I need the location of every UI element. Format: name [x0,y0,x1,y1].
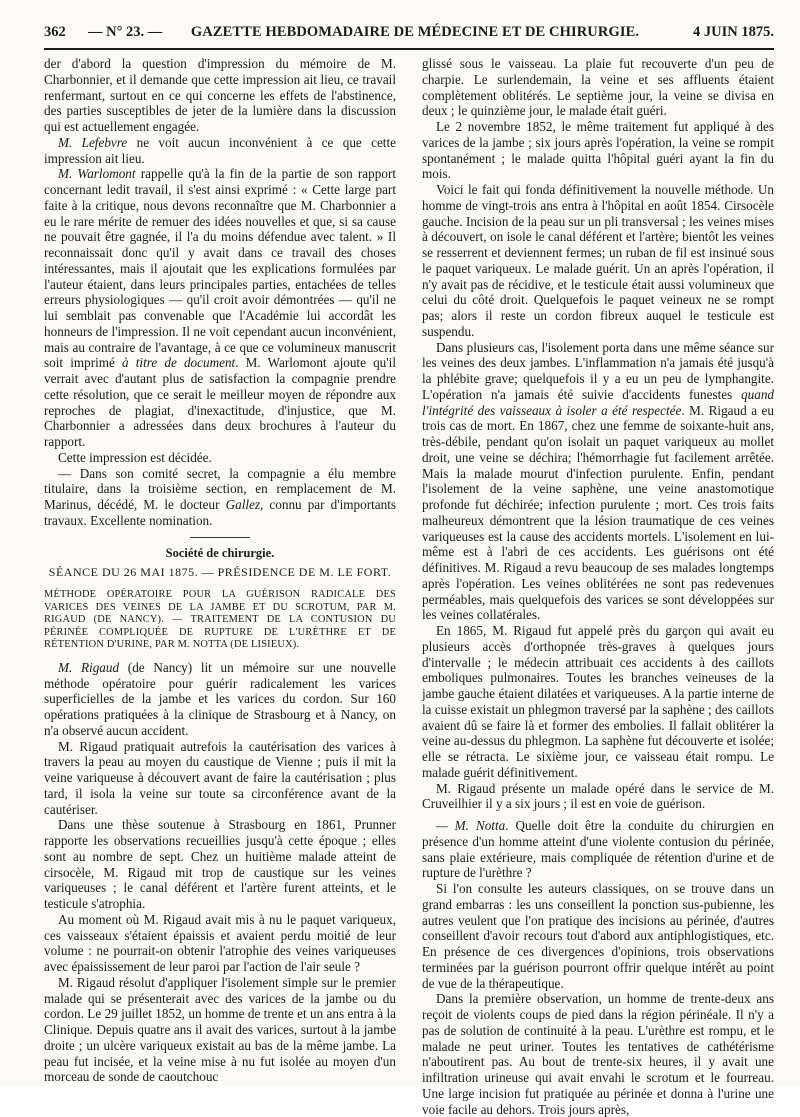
paragraph: Le 2 novembre 1852, le même traitement fut appliqué à des varices de la jambe ; six jours après l'opération, la veine se rompit spontanément ; le malade quitta l'hôpital guéri ayant la fin du mois. [422,119,774,182]
paragraph: Dans une thèse soutenue à Strasbourg en 1861, Prunner rapporte les observations recueillies jusqu'à cette époque ; elles sont au nombre de sept. Chez un huitième malade atteint de cirsocèle, M. Rigaud mit trop de caustique sur les veines variqueuses ; le canal déférent et l'artère furent atteints, et le testicule s'atrophia. [44,817,396,912]
paragraph-text: . M. Warlomont ajoute qu'il verrait avec d'autant plus de satisfaction la compagnie prendre cette résolution, que ce serait le meilleur moyen de répondre aux reproches de plagiat, d'inexactitude, d'injustice, que M. Charbonnier a adressées dans deux brochures à l'auteur du rapport. [44,355,396,449]
paragraph: der d'abord la question d'impression du mémoire de M. Charbonnier, et il demande que cette impression ait lieu, ce travail renfermant, surtout en ce qui concerne les effets de l'abstinence, des parties susceptibles de jeter de la lumière dans la discussion qui est actuellement engagée. [44,56,396,134]
emphasis: quand l'intégrité des vaisseaux à isoler a été respectée [422,386,774,418]
paragraph-text: Dans plusieurs cas, l'isolement porta dans une même séance sur les veines des deux jambes. L'inflammation n'a jamais été jusqu'à la phlébite grave; quelquefois il y a eu un peu de lymphangite. L'opération n'a jamais été suivie d'accidents funestes [422,339,774,402]
paragraph [422,340,774,624]
paragraph: Cette impression est décidée. [58,449,212,465]
session-heading: SÉANCE DU 26 MAI 1875. — PRÉSIDENCE DE M. LE FORT. [48,565,392,580]
journal-title: GAZETTE HEBDOMADAIRE DE MÉDECINE ET DE CHIRURGIE. [190,24,640,40]
header-rule [44,48,774,50]
right-column [422,56,774,1117]
paragraph-text: (de Nancy) lit un mémoire sur une nouvelle méthode opératoire pour guérir radicalement les varices superficielles de la jambe et les varices du cordon. Sur 160 opérations pratiquées à la clinique de Strasbourg et à Nancy, on n'a observé aucun accident. [44,659,396,738]
speaker-name: M. Warlomont [58,166,136,182]
paragraph-text: . M. Rigaud a eu trois cas de mort. En 1867, chez une femme de soixante-huit ans, très-débile, pendant qu'on isolait un paquet variqueux au mollet droit, une veine se déchira; l'hémorrhagie fut facilement arrêtée. Mais la malade mourut d'infection purulente. Enfin, pendant l'isolement de la veine saphène, une veine anastomotique profonde fut déchirée; infection purulente ; mort. Ces trois faits malheureux démontrent que la lésion traumatique de ces veines variqueuses est la cause des accidents mortels. L'isolement en lui-même est à l'abri de ces accidents. Les guérisons ont été définitives. M. Rigaud a revu beaucoup de ses malades longtemps après l'opération. Les veines oblitérées ne sont pas redevenues perméables, mais quelquefois des varices se sont développées sur les veines collatérales. [422,402,774,623]
person-name: Gallez [225,497,261,512]
paragraph [44,660,396,739]
running-header [44,24,774,48]
speaker-name: — M. Notta [436,818,506,833]
paragraph-text: . Quelle doit être la conduite du chirurgien en présence d'un homme atteint d'une violente contusion du périnée, sans plaie extérieure, mais compliquée de rétention d'urine et de rupture de l'urèthre ? [422,818,774,881]
paragraph: En 1865, M. Rigaud fut appelé près du garçon qui avait eu plusieurs accès d'orthopnée très-graves à quelques jours d'intervalle ; le médecin attribuait ces accidents à des caillots emboliques pulmonaires. Toutes les branches veineuses de la jambe gauche étaient dilatées et variqueuses. A la partie interne de la cuisse existait un phlegmon traversé par la saphène ; des caillots avaient dû se faire là et former des embolies. Il fallait oblitérer la veine au-dessus du phlegmon. La saphène fut découverte et isolée; elle se rétracta. Le sixième jour, ce vaisseau était rompu. Le malade guérit définitivement. [422,623,774,780]
paragraph [44,135,396,167]
paragraph: Si l'on consulte les auteurs classiques, on se trouve dans un grand embarras : les uns conseillent la ponction sus-pubienne, les autres veulent que l'on pratique des incisions au périnée, d'autres conseillent d'avoir recours tout d'abord aux antiphlogistiques, etc. En présence de ces divergences d'opinions, trois observations terminées par la guérison pourront offrir quelque intérêt au point de vue de la thérapeutique. [422,881,774,991]
paragraph-text: , connu par d'importants travaux. Excellente nomination. [44,497,396,528]
speaker-name: M. Rigaud [58,659,120,675]
paragraph: glissé sous le vaisseau. La plaie fut recouverte d'un peu de charpie. Le surlendemain, la veine et ses affluents étaient complètement oblitérés. Le septième jour, la veine se divisa en deux ; le quinzième jour, le malade était guéri. [422,56,774,119]
paragraph-text: rappelle qu'à la fin de la partie de son rapport concernant ledit travail, il s'est ainsi exprimé : « Cette large part faite à la critique, nous devons reconnaître que M. Charbonnier a eu le rare mérite de remuer des idées nouvelles et que, si sa cause ne pouvait être gagnée, il l'a du moins défendue avec talent. » Il reconnaissait donc qu'il y avait dans ce travail des choses intéressantes, mais il ajoutait que les explications formulées par l'auteur étaient, dans leurs principales parties, entachées de telles erreurs physiologiques — qu'il croit avoir démontrées — qu'il ne lui semblait pas convenable que l'Académie lui accordât les honneurs de l'impression. Il ne voit cependant aucun inconvénient, mais au contraire de l'avantage, à ce que ce volumineux manuscrit soit imprimé [44,166,396,371]
speaker-name: M. Lefebvre [58,134,128,150]
paragraph: Dans la première observation, un homme de trente-deux ans reçoit de violents coups de pied dans la région périnéale. Il n'y a pas de solution de continuité à la peau. L'urèthre est rompu, et le malade ne peut uriner. Toutes les tentatives de cathétérisme n'aboutirent pas. Au bout de trente-six heures, il y avait une infiltration urineuse qui avait envahi le scrotum et le fourreau. Une large incision fut pratiquée au périnée et donna à l'urine une voie facile au dehors. Trois jours après, [422,991,774,1117]
paragraph: M. Rigaud pratiquait autrefois la cautérisation des varices à travers la peau au moyen du caustique de Vienne ; puis il mit la veine variqueuse à découvert avant de faire la cautérisation ; plus tard, il isola la veine sur toute sa circonférence avant de la cautériser. [44,738,396,817]
paragraph-text: — Dans son comité secret, la compagnie a élu membre titulaire, dans la troisième section, en remplacement de M. Marinus, décédé, M. le docteur [44,465,396,512]
paragraph [44,166,396,450]
paragraph [44,466,396,529]
emphasis: à titre de document [122,355,236,371]
paragraph: M. Rigaud présente un malade opéré dans le service de M. Cruveilhier il y a six jours ; il est en voie de guérison. [422,780,774,812]
paragraph [422,818,774,881]
page-number: 362 [44,24,66,40]
left-column [44,56,396,1085]
issue-number: — N° 23. — [88,24,163,40]
section-separator [190,537,250,538]
text-columns [44,56,774,1117]
section-title: Société de chirurgie. [165,545,275,560]
paragraph: M. Rigaud résolut d'appliquer l'isolement simple sur le premier malade qui se présenterait avec des varices de la jambe ou du cordon. Le 29 juillet 1852, un homme de trente et un ans entra à la Clinique. Depuis quatre ans il avait des varices, surtout à la jambe droite ; un ulcère variqueux existait au bas de la même jambe. La peau fut incisée, et la veine mise à nu fut isolée au moyen d'un morceau de sonde de caoutchouc [44,974,396,1085]
paragraph: Voici le fait qui fonda définitivement la nouvelle méthode. Un homme de vingt-trois ans entra à l'hôpital en août 1854. Cirsocèle gauche. Incision de la peau sur un pli transversal ; les veines mises à découvert, on isole le canal déférent et l'artère; bientôt les veines se resserrent et deviennent fermes; un ruban de fil est insinué sous le paquet variqueux. Le malade guérit. Un an après l'opération, il n'y avait pas de récidive, et le testicule était aussi volumineux que celui du côté droit. Quelquefois le paquet veineux ne se rompt pas; alors il reste un cordon fibreux auquel le testicule est suspendu. [422,182,774,339]
issue-date: 4 JUIN 1875. [693,24,774,40]
paragraph: Au moment où M. Rigaud avait mis à nu le paquet variqueux, ces vaisseaux s'étaient épaissis et avaient perdu moitié de leur volume : ne pourrait-on obtenir l'atrophie des veines variqueuses avec épaississement de leur paroi par l'action de l'air seule ? [44,911,396,975]
session-summary: MÉTHODE OPÉRATOIRE POUR LA GUÉRISON RADICALE DES VARICES DES VEINES DE LA JAMBE ET DU SCROTUM, PAR M. RIGAUD (DE NANCY). — TRAITEMENT DE LA CONTUSION DU PÉRINÉE COMPLIQUÉE DE RUPTURE DE L'URÈTHRE ET DE RÉTENTION D'URINE, PAR M. NOTTA (DE LISIEUX). [44,589,396,651]
paragraph-text: ne voit aucun inconvénient à ce que cette impression ait lieu. [44,134,396,166]
